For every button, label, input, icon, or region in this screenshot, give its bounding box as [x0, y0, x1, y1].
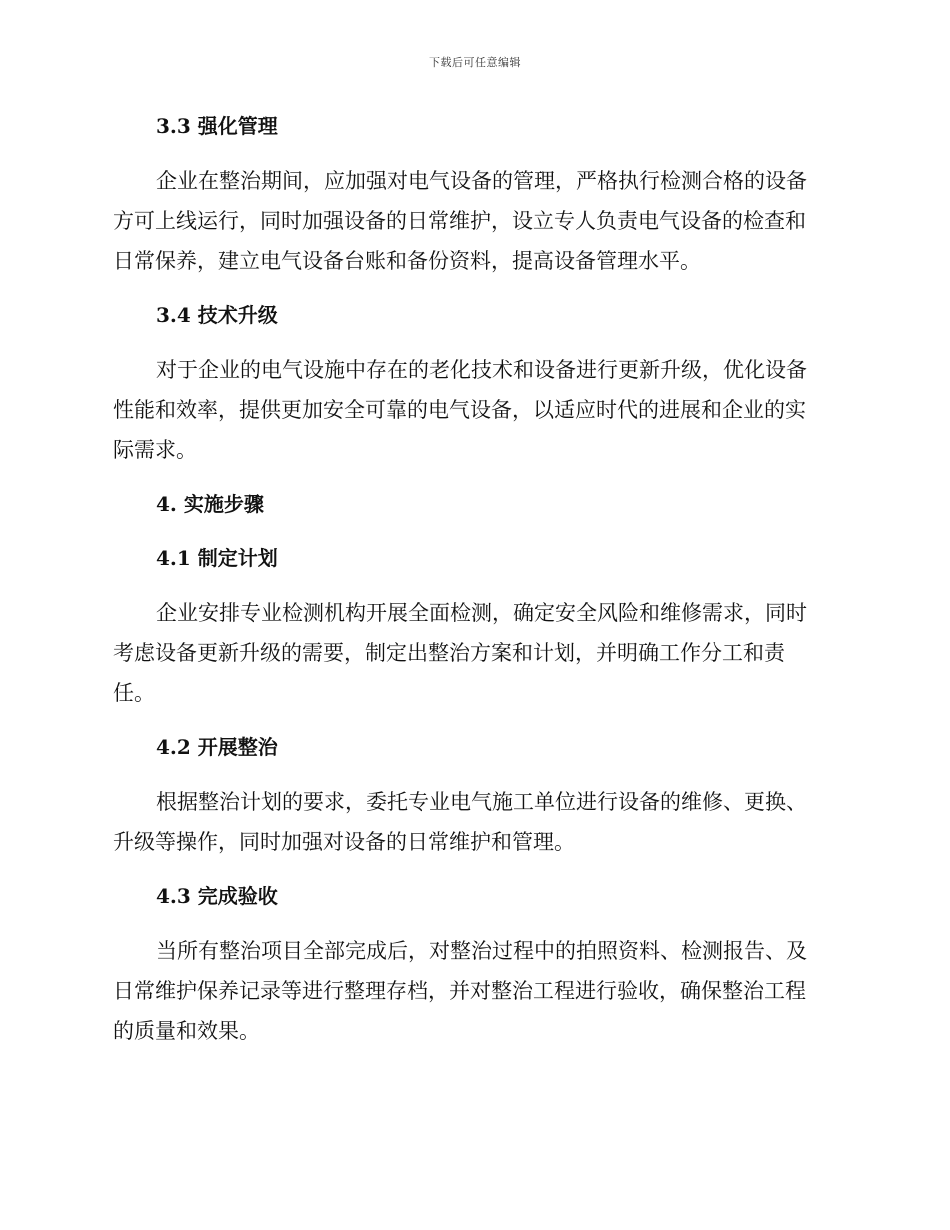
- paragraph-line: 考虑设备更新升级的需要，制定出整治方案和计划，并明确工作分工和责: [113, 641, 785, 665]
- paragraph-line: 性能和效率，提供更加安全可靠的电气设备，以适应时代的进展和企业的实: [113, 398, 806, 422]
- paragraph-4-1: [113, 593, 833, 713]
- paragraph-line: 任。: [113, 681, 155, 705]
- paragraph-line: 际需求。: [113, 438, 197, 462]
- document-body: [113, 108, 833, 1051]
- paragraph-line: 根据整治计划的要求，委托专业电气施工单位进行设备的维修、更换、: [156, 790, 807, 814]
- paragraph-line: 对于企业的电气设施中存在的老化技术和设备进行更新升级，优化设备: [156, 358, 807, 382]
- paragraph-line: 的质量和效果。: [113, 1019, 260, 1043]
- section-heading-4-3: 4.3 完成验收: [156, 884, 278, 908]
- section-heading-4: 4. 实施步骤: [156, 492, 264, 516]
- paragraph-line: 当所有整治项目全部完成后，对整治过程中的拍照资料、检测报告、及: [156, 939, 807, 963]
- paragraph-4-3: [113, 931, 833, 1051]
- paragraph-line: 企业安排专业检测机构开展全面检测，确定安全风险和维修需求，同时: [156, 601, 807, 625]
- paragraph-3-3: [113, 161, 833, 281]
- paragraph-line: 升级等操作，同时加强对设备的日常维护和管理。: [113, 830, 575, 854]
- section-heading-3-3: 3.3 强化管理: [156, 114, 278, 138]
- paragraph-3-4: [113, 350, 833, 470]
- paragraph-line: 日常保养，建立电气设备台账和备份资料，提高设备管理水平。: [113, 249, 701, 273]
- section-heading-4-1: 4.1 制定计划: [156, 546, 278, 570]
- paragraph-line: 日常维护保养记录等进行整理存档，并对整治工程进行验收，确保整治工程: [113, 979, 806, 1003]
- page-header: 下载后可任意编辑: [429, 56, 521, 69]
- section-heading-3-4: 3.4 技术升级: [156, 303, 278, 327]
- paragraph-line: 企业在整治期间，应加强对电气设备的管理，严格执行检测合格的设备: [156, 169, 807, 193]
- paragraph-line: 方可上线运行，同时加强设备的日常维护，设立专人负责电气设备的检查和: [113, 209, 806, 233]
- paragraph-4-2: [113, 782, 833, 862]
- section-heading-4-2: 4.2 开展整治: [156, 735, 278, 759]
